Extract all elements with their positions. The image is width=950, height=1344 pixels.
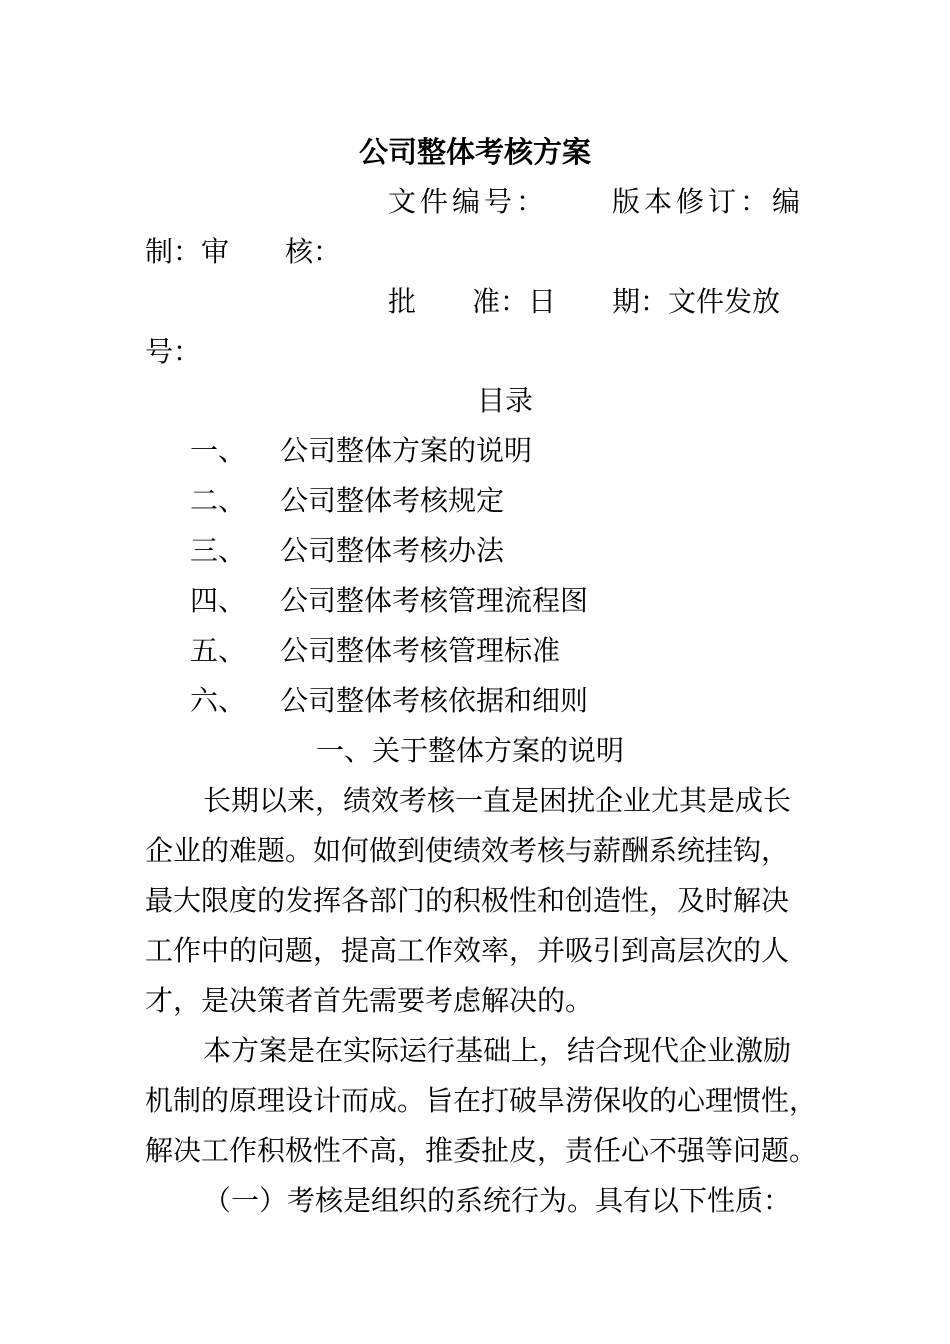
- section-heading: 一、关于整体方案的说明: [316, 734, 625, 767]
- subsection-heading: （一）考核是组织的系统行为。具有以下性质：: [203, 1184, 792, 1217]
- paragraph-line: 机制的原理设计而成。旨在打破旱涝保收的心理惯性，: [145, 1084, 818, 1117]
- toc-heading: 目录: [476, 384, 533, 417]
- file-number-label: 文件编号：: [388, 185, 549, 218]
- toc-item-number: 一、: [190, 434, 247, 467]
- toc-item-text: 公司整体考核规定: [280, 484, 505, 517]
- paragraph-line: 解决工作积极性不高，推委扯皮，责任心不强等问题。: [145, 1134, 818, 1167]
- prepared-reviewed-label: 制：审 核：: [145, 235, 342, 268]
- document-title: 公司整体考核方案: [358, 135, 591, 169]
- toc-item-number: 五、: [190, 634, 247, 667]
- paragraph-line: 长期以来，绩效考核一直是困扰企业尤其是成长: [203, 784, 792, 817]
- paragraph-line: 工作中的问题，提高工作效率，并吸引到高层次的人: [145, 934, 790, 967]
- paragraph-line: 最大限度的发挥各部门的积极性和创造性，及时解决: [145, 884, 790, 917]
- toc-item-text: 公司整体考核依据和细则: [280, 684, 589, 717]
- approval-date-label: 批 准：日 期：文件发放: [388, 285, 781, 318]
- paragraph-line: 才，是决策者首先需要考虑解决的。: [145, 984, 594, 1017]
- toc-item-text: 公司整体考核办法: [280, 534, 505, 567]
- paragraph-line: 企业的难题。如何做到使绩效考核与薪酬系统挂钩，: [145, 834, 790, 867]
- toc-item-text: 公司整体考核管理标准: [280, 634, 561, 667]
- toc-item-text: 公司整体考核管理流程图: [280, 584, 589, 617]
- toc-item-number: 六、: [190, 684, 247, 717]
- toc-item-number: 三、: [190, 534, 247, 567]
- toc-item-number: 二、: [190, 484, 247, 517]
- toc-item-number: 四、: [190, 584, 247, 617]
- version-revision-label: 版本修订：编: [612, 185, 805, 218]
- distribution-number-label: 号：: [145, 335, 202, 368]
- toc-item-text: 公司整体方案的说明: [280, 434, 533, 467]
- paragraph-line: 本方案是在实际运行基础上，结合现代企业激励: [203, 1034, 792, 1067]
